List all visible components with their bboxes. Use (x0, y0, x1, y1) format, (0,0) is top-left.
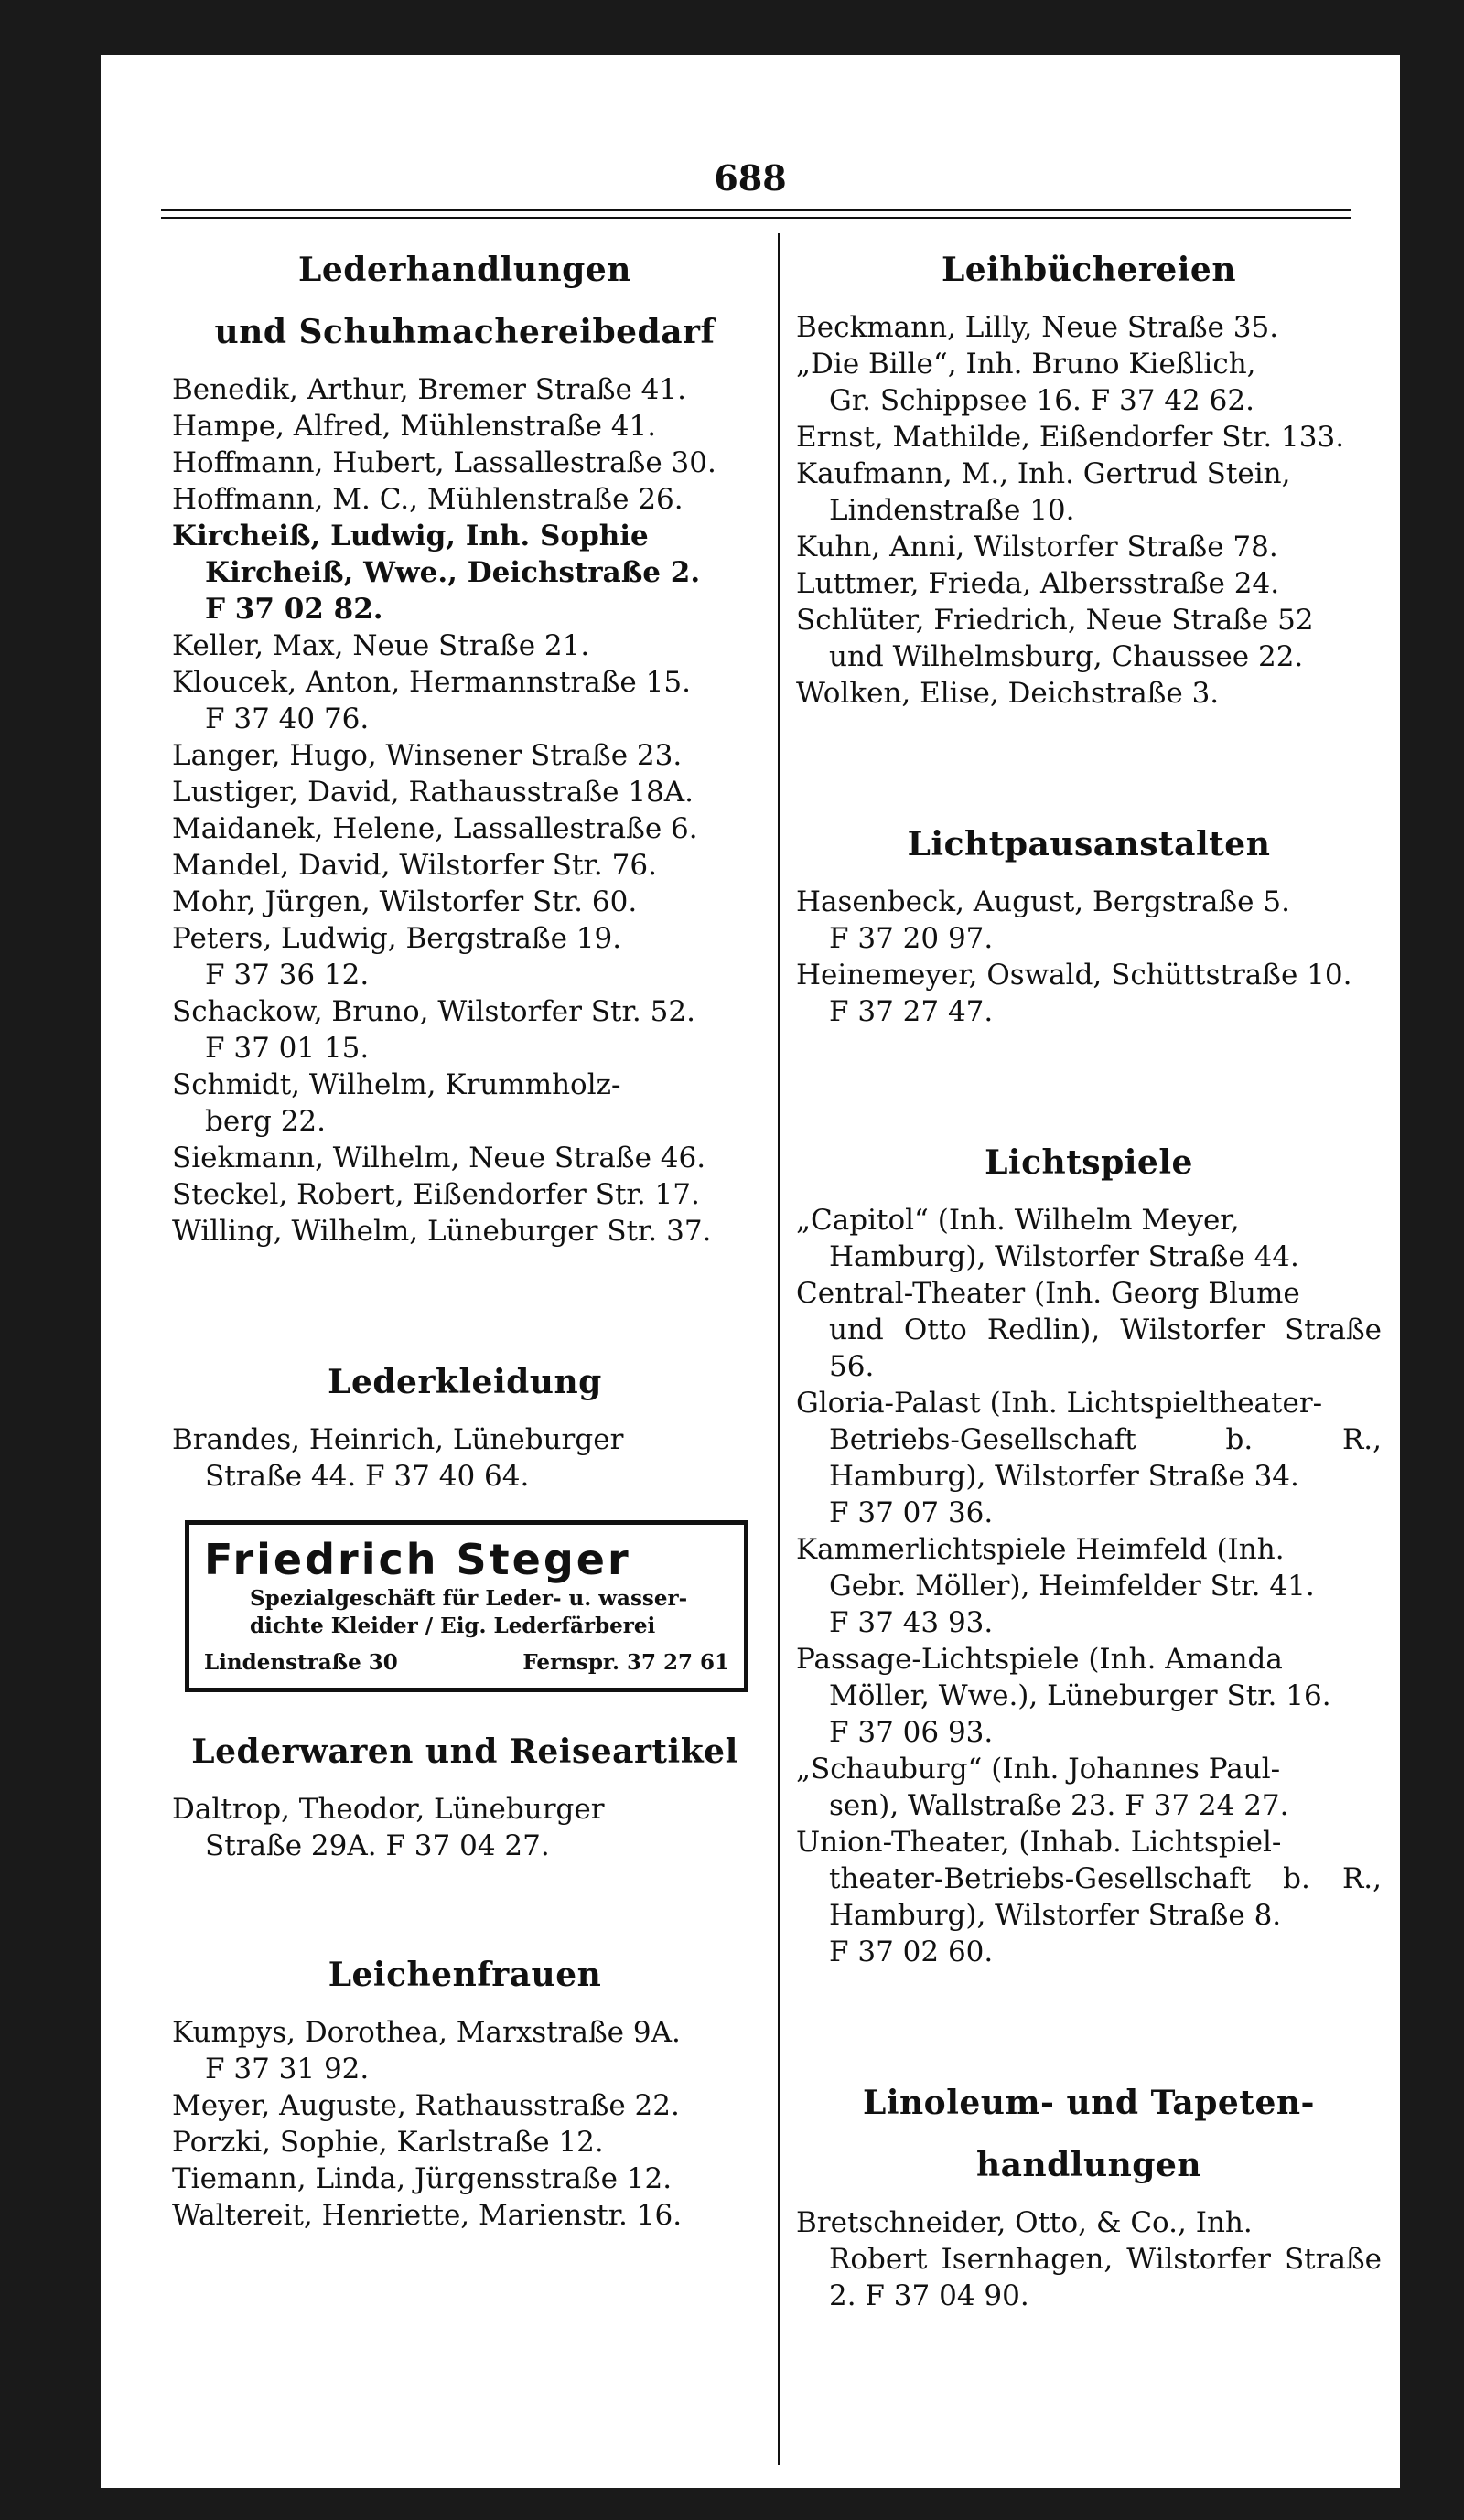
entry-continuation: Straße 29A. F 37 04 27. (205, 1829, 550, 1862)
entry-continuation: Hamburg), Wilstorfer Straße 44. (829, 1240, 1299, 1273)
entry-text: Wolken, Elise, Deichstraße 3. (796, 677, 1220, 710)
left-column (172, 238, 758, 2234)
directory-section (172, 1729, 758, 1864)
directory-entry (796, 419, 1382, 456)
entry-continuation: Möller, Wwe.), Lüneburger Str. 16. (829, 1679, 1331, 1712)
section-heading: handlungen (975, 2146, 1202, 2184)
directory-entry (796, 1202, 1382, 1275)
entry-text: Benedik, Arthur, Bremer Straße 41. (172, 373, 686, 406)
directory-entry (796, 1275, 1382, 1385)
directory-section (796, 1140, 1382, 1970)
directory-entry (796, 529, 1382, 565)
directory-entry (796, 1641, 1382, 1751)
entry-text: Central-Theater (Inh. Georg Blume (796, 1277, 1300, 1310)
entry-text: „Schauburg“ (Inh. Johannes Paul- (796, 1753, 1281, 1785)
directory-entry (796, 675, 1382, 712)
entry-phone: F 37 07 36. (829, 1496, 994, 1529)
directory-page (101, 55, 1400, 2488)
directory-entry (172, 664, 758, 737)
ad-description-line: Spezialgeschäft für Leder- u. wasser- (250, 1586, 688, 1611)
directory-section (796, 247, 1382, 712)
entry-continuation: Lindenstraße 10. (829, 494, 1075, 527)
page-number: 688 (714, 157, 787, 198)
entry-text: Siekmann, Wilhelm, Neue Straße 46. (172, 1142, 706, 1174)
entry-text: Mandel, David, Wilstorfer Str. 76. (172, 849, 657, 882)
entry-continuation: und Wilhelmsburg, Chaussee 22. (829, 640, 1304, 673)
directory-entry (172, 847, 758, 884)
directory-entry (172, 920, 758, 993)
entry-text: Hoffmann, Hubert, Lassallestraße 30. (172, 446, 716, 479)
directory-entry (172, 2197, 758, 2234)
directory-entry (172, 371, 758, 408)
section-heading: Lichtpausanstalten (907, 825, 1271, 863)
entry-continuation: Gebr. Möller), Heimfelder Str. 41. (829, 1570, 1315, 1603)
entry-phone: F 37 02 60. (829, 1936, 994, 1968)
directory-entry (172, 408, 758, 445)
advertisement-box (185, 1520, 748, 1692)
directory-entry (172, 1067, 758, 1140)
header-rule (161, 209, 1351, 211)
entry-continuation: sen), Wallstraße 23. F 37 24 27. (829, 1789, 1289, 1822)
section-heading: Lederwaren und Reiseartikel (191, 1732, 738, 1771)
entry-phone: F 37 06 93. (829, 1716, 994, 1749)
entry-text: Kaufmann, M., Inh. Gertrud Stein, (796, 457, 1291, 490)
entry-phone: F 37 27 47. (829, 995, 994, 1028)
entry-text: Daltrop, Theodor, Lüneburger (172, 1793, 605, 1826)
directory-entry (172, 2087, 758, 2124)
directory-entry (796, 957, 1382, 1030)
entry-text: Schackow, Bruno, Wilstorfer Str. 52. (172, 995, 695, 1028)
directory-entry (796, 1824, 1382, 1970)
entry-continuation: Straße 44. F 37 40 64. (205, 1460, 530, 1493)
directory-entry (796, 1531, 1382, 1641)
section-heading: Leihbüchereien (941, 251, 1237, 289)
entry-continuation: und Otto Redlin), Wilstorfer Straße 56. (829, 1314, 1382, 1383)
entry-phone: F 37 36 12. (205, 959, 370, 992)
directory-entry (172, 627, 758, 664)
entry-text: „Die Bille“, Inh. Bruno Kießlich, (796, 348, 1256, 381)
entry-text: „Capitol“ (Inh. Wilhelm Meyer, (796, 1204, 1240, 1237)
directory-entry (796, 602, 1382, 675)
section-heading: Lederhandlungen (298, 251, 631, 289)
section-heading: und Schuhmachereibedarf (214, 313, 716, 351)
entry-text: Porzki, Sophie, Karlstraße 12. (172, 2126, 604, 2159)
ad-footer (204, 1647, 729, 1678)
entry-text: Heinemeyer, Oswald, Schüttstraße 10. (796, 959, 1352, 992)
entry-text: Lustiger, David, Rathausstraße 18A. (172, 776, 694, 809)
directory-entry (172, 481, 758, 518)
entry-text: Bretschneider, Otto, & Co., Inh. (796, 2206, 1253, 2239)
ad-phone: Fernspr. 37 27 61 (522, 1650, 729, 1675)
directory-entry (796, 309, 1382, 346)
entry-text: Mohr, Jürgen, Wilstorfer Str. 60. (172, 885, 638, 918)
section-heading: Leichenfrauen (328, 1956, 602, 1994)
entry-continuation: Kircheiß, Wwe., Deichstraße 2. (205, 556, 701, 589)
entry-text: Hampe, Alfred, Mühlenstraße 41. (172, 410, 657, 443)
directory-entry (172, 1176, 758, 1213)
entry-text: Kloucek, Anton, Hermannstraße 15. (172, 666, 691, 699)
directory-entry (796, 884, 1382, 957)
entry-text: Tiemann, Linda, Jürgensstraße 12. (172, 2162, 673, 2195)
entry-continuation: theater-Betriebs-Gesellschaft b. R., Hamburg), Wilstorfer Straße 8. (829, 1862, 1382, 1932)
section-heading: Linoleum- und Tapeten- (863, 2084, 1315, 2122)
entry-phone: F 37 43 93. (829, 1606, 994, 1639)
entry-text: Keller, Max, Neue Straße 21. (172, 629, 590, 662)
directory-section (172, 1952, 758, 2234)
entry-phone: F 37 31 92. (205, 2053, 370, 2086)
entry-text: Kumpys, Dorothea, Marxstraße 9A. (172, 2016, 681, 2049)
directory-entry (172, 1140, 758, 1176)
ad-company-name: Friedrich Steger (204, 1535, 631, 1584)
entry-phone: F 37 20 97. (829, 922, 994, 955)
right-column (796, 238, 1382, 2314)
directory-entry (172, 1421, 758, 1495)
directory-entry (172, 1791, 758, 1864)
ad-description-line: dichte Kleider / Eig. Lederfärberei (250, 1614, 656, 1638)
entry-text: Schlüter, Friedrich, Neue Straße 52 (796, 604, 1314, 637)
entry-text: Peters, Ludwig, Bergstraße 19. (172, 922, 622, 955)
directory-entry (796, 1751, 1382, 1824)
entry-text: Kircheiß, Ludwig, Inh. Sophie (172, 520, 649, 552)
entry-text: Schmidt, Wilhelm, Krummholz- (172, 1068, 621, 1101)
entry-continuation: Gr. Schippsee 16. F 37 42 62. (829, 384, 1254, 417)
directory-section (796, 821, 1382, 1030)
section-heading: Lichtspiele (985, 1143, 1193, 1182)
directory-entry (172, 445, 758, 481)
directory-entry (172, 737, 758, 774)
directory-entry (796, 1385, 1382, 1531)
entry-phone: F 37 02 82. (205, 593, 383, 626)
entry-text: Gloria-Palast (Inh. Lichtspieltheater- (796, 1387, 1323, 1420)
entry-continuation: Robert Isernhagen, Wilstorfer Straße 2. F 37 04 90. (829, 2243, 1382, 2312)
entry-text: Brandes, Heinrich, Lüneburger (172, 1423, 624, 1456)
directory-entry (172, 2124, 758, 2161)
entry-text: Meyer, Auguste, Rathausstraße 22. (172, 2089, 680, 2122)
directory-entry (172, 518, 758, 627)
entry-text: Ernst, Mathilde, Eißendorfer Str. 133. (796, 421, 1345, 454)
section-heading: Lederkleidung (328, 1363, 602, 1401)
directory-section (172, 247, 758, 1249)
directory-entry (172, 810, 758, 847)
entry-text: Kammerlichtspiele Heimfeld (Inh. (796, 1533, 1285, 1566)
directory-entry (796, 2204, 1382, 2314)
entry-text: Luttmer, Frieda, Albersstraße 24. (796, 567, 1280, 600)
entry-text: Willing, Wilhelm, Lüneburger Str. 37. (172, 1215, 712, 1248)
directory-section (172, 1359, 758, 1495)
header-rule-thin (161, 217, 1351, 219)
directory-entry (172, 884, 758, 920)
directory-entry (172, 993, 758, 1067)
entry-continuation: berg 22. (205, 1105, 327, 1138)
entry-text: Steckel, Robert, Eißendorfer Str. 17. (172, 1178, 700, 1211)
ad-address: Lindenstraße 30 (204, 1650, 398, 1675)
directory-entry (796, 565, 1382, 602)
directory-entry (172, 1213, 758, 1249)
entry-text: Langer, Hugo, Winsener Straße 23. (172, 739, 683, 772)
directory-entry (796, 456, 1382, 529)
column-divider (778, 233, 780, 2465)
entry-text: Waltereit, Henriette, Marienstr. 16. (172, 2199, 683, 2232)
directory-section (796, 2080, 1382, 2314)
entry-text: Hoffmann, M. C., Mühlenstraße 26. (172, 483, 684, 516)
entry-phone: F 37 01 15. (205, 1032, 370, 1065)
entry-text: Hasenbeck, August, Bergstraße 5. (796, 885, 1290, 918)
entry-text: Beckmann, Lilly, Neue Straße 35. (796, 311, 1279, 344)
entry-phone: F 37 40 76. (205, 702, 370, 735)
directory-entry (796, 346, 1382, 419)
directory-entry (172, 774, 758, 810)
directory-entry (172, 2161, 758, 2197)
entry-text: Passage-Lichtspiele (Inh. Amanda (796, 1643, 1283, 1676)
entry-continuation: Betriebs-Gesellschaft b. R., Hamburg), Wilstorfer Straße 34. (829, 1423, 1382, 1493)
entry-text: Maidanek, Helene, Lassallestraße 6. (172, 812, 698, 845)
directory-entry (172, 2014, 758, 2087)
entry-text: Union-Theater, (Inhab. Lichtspiel- (796, 1826, 1282, 1859)
entry-text: Kuhn, Anni, Wilstorfer Straße 78. (796, 531, 1278, 563)
